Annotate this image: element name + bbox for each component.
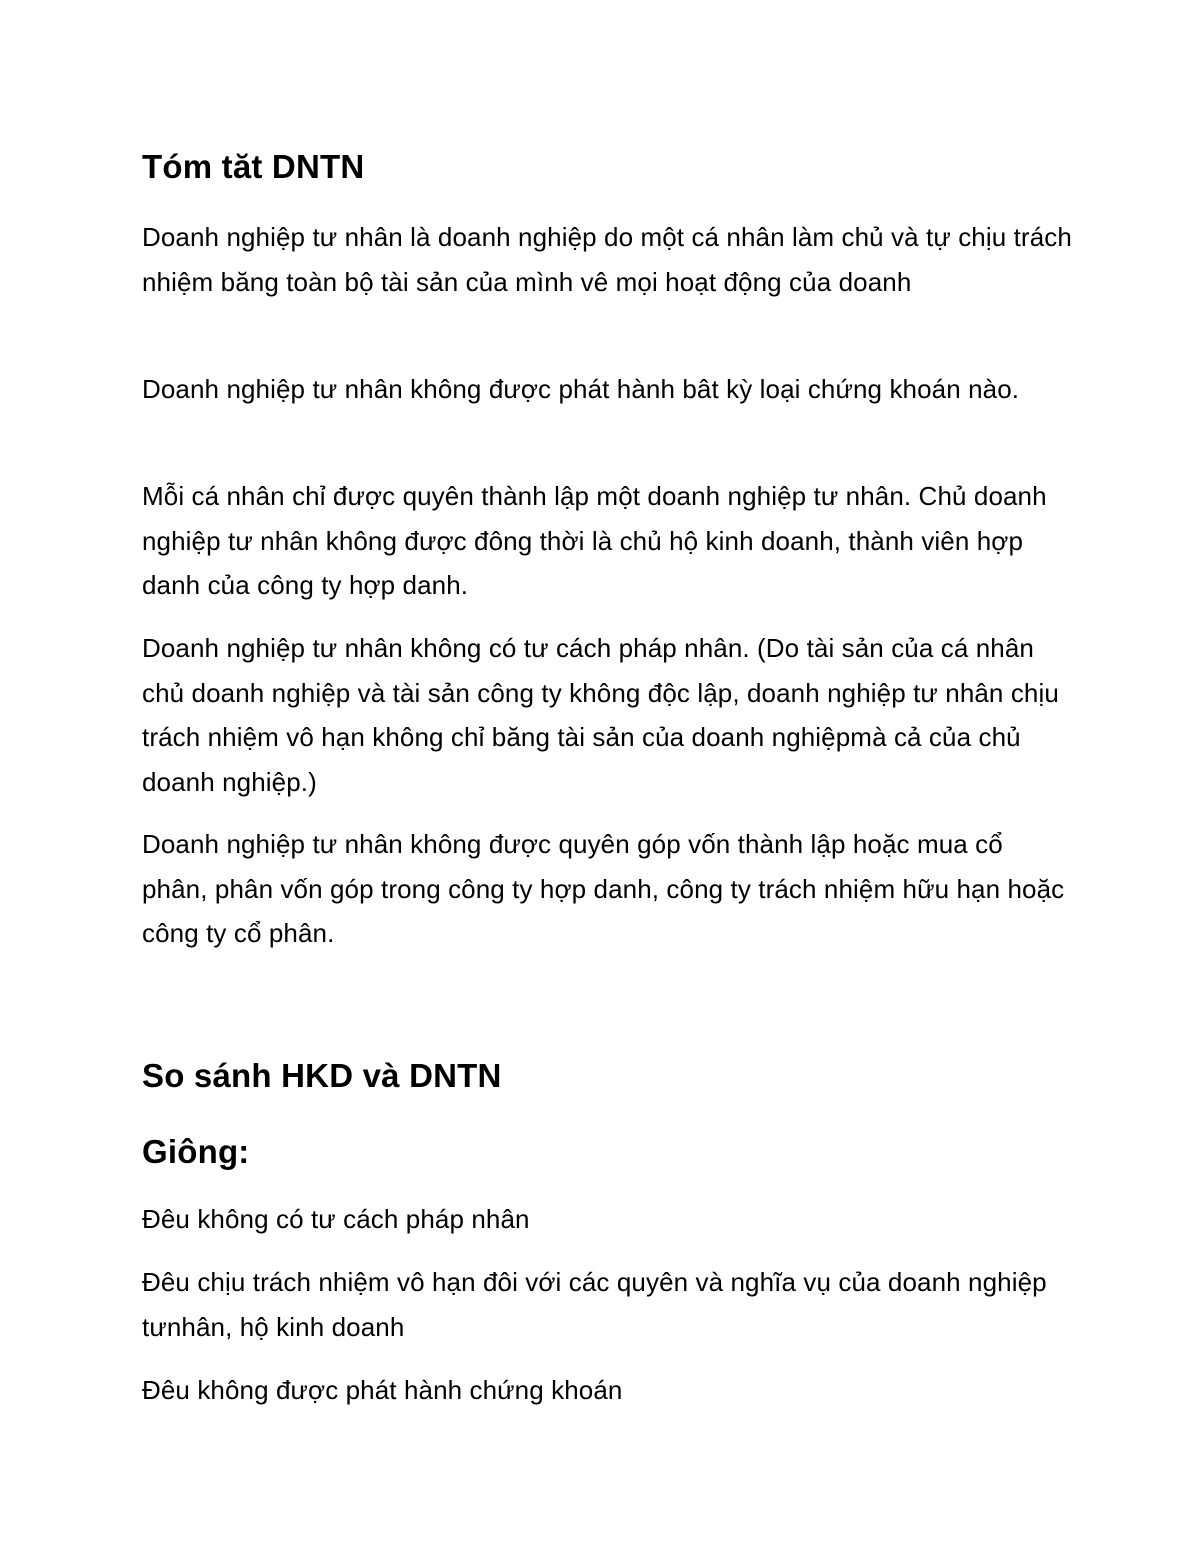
paragraph-definition: Doanh nghiệp tư nhân là doanh nghiệp do một cá nhân làm chủ và tự chịu trách nhiệm băng toàn bộ tài sản của mình vê mọi hoạt động của doanh xyxy=(142,222,1072,297)
similarity-item-securities: Đêu không được phát hành chứng khoán xyxy=(142,1375,623,1405)
similarity-item-legal-entity: Đêu không có tư cách pháp nhân xyxy=(142,1204,530,1234)
paragraph-capital-contribution: Doanh nghiệp tư nhân không được quyên góp vốn thành lập hoặc mua cổ phân, phân vốn góp trong công ty hợp danh, công ty trách nhiệm hữu hạn hoặc công ty cổ phân. xyxy=(142,829,1065,948)
paragraph-single-owner: Mỗi cá nhân chỉ được quyên thành lập một doanh nghiệp tư nhân. Chủ doanh nghiệp tư nhân không được đông thời là chủ hộ kinh doanh, thành viên hợp danh của công ty hợp danh. xyxy=(142,481,1047,600)
document-page xyxy=(142,0,1072,1553)
subsection-title-similarities: Giông: xyxy=(142,1133,250,1170)
paragraph-legal-entity: Doanh nghiệp tư nhân không có tư cách pháp nhân. (Do tài sản của cá nhân chủ doanh nghiệp và tài sản công ty không độc lập, doanh nghiệp tư nhân chịu trách nhiệm vô hạn không chỉ băng tài sản của doanh nghiệpmà cả của chủ doanh nghiệp.) xyxy=(142,633,1059,797)
section-title-summary: Tóm tăt DNTN xyxy=(142,148,365,185)
section-title-comparison: So sánh HKD và DNTN xyxy=(142,1057,502,1094)
paragraph-securities: Doanh nghiệp tư nhân không được phát hành bât kỳ loại chứng khoán nào. xyxy=(142,374,1020,404)
similarity-item-unlimited-liability: Đêu chịu trách nhiệm vô hạn đôi với các quyên và nghĩa vụ của doanh nghiệp tưnhân, hộ kinh doanh xyxy=(142,1267,1047,1342)
